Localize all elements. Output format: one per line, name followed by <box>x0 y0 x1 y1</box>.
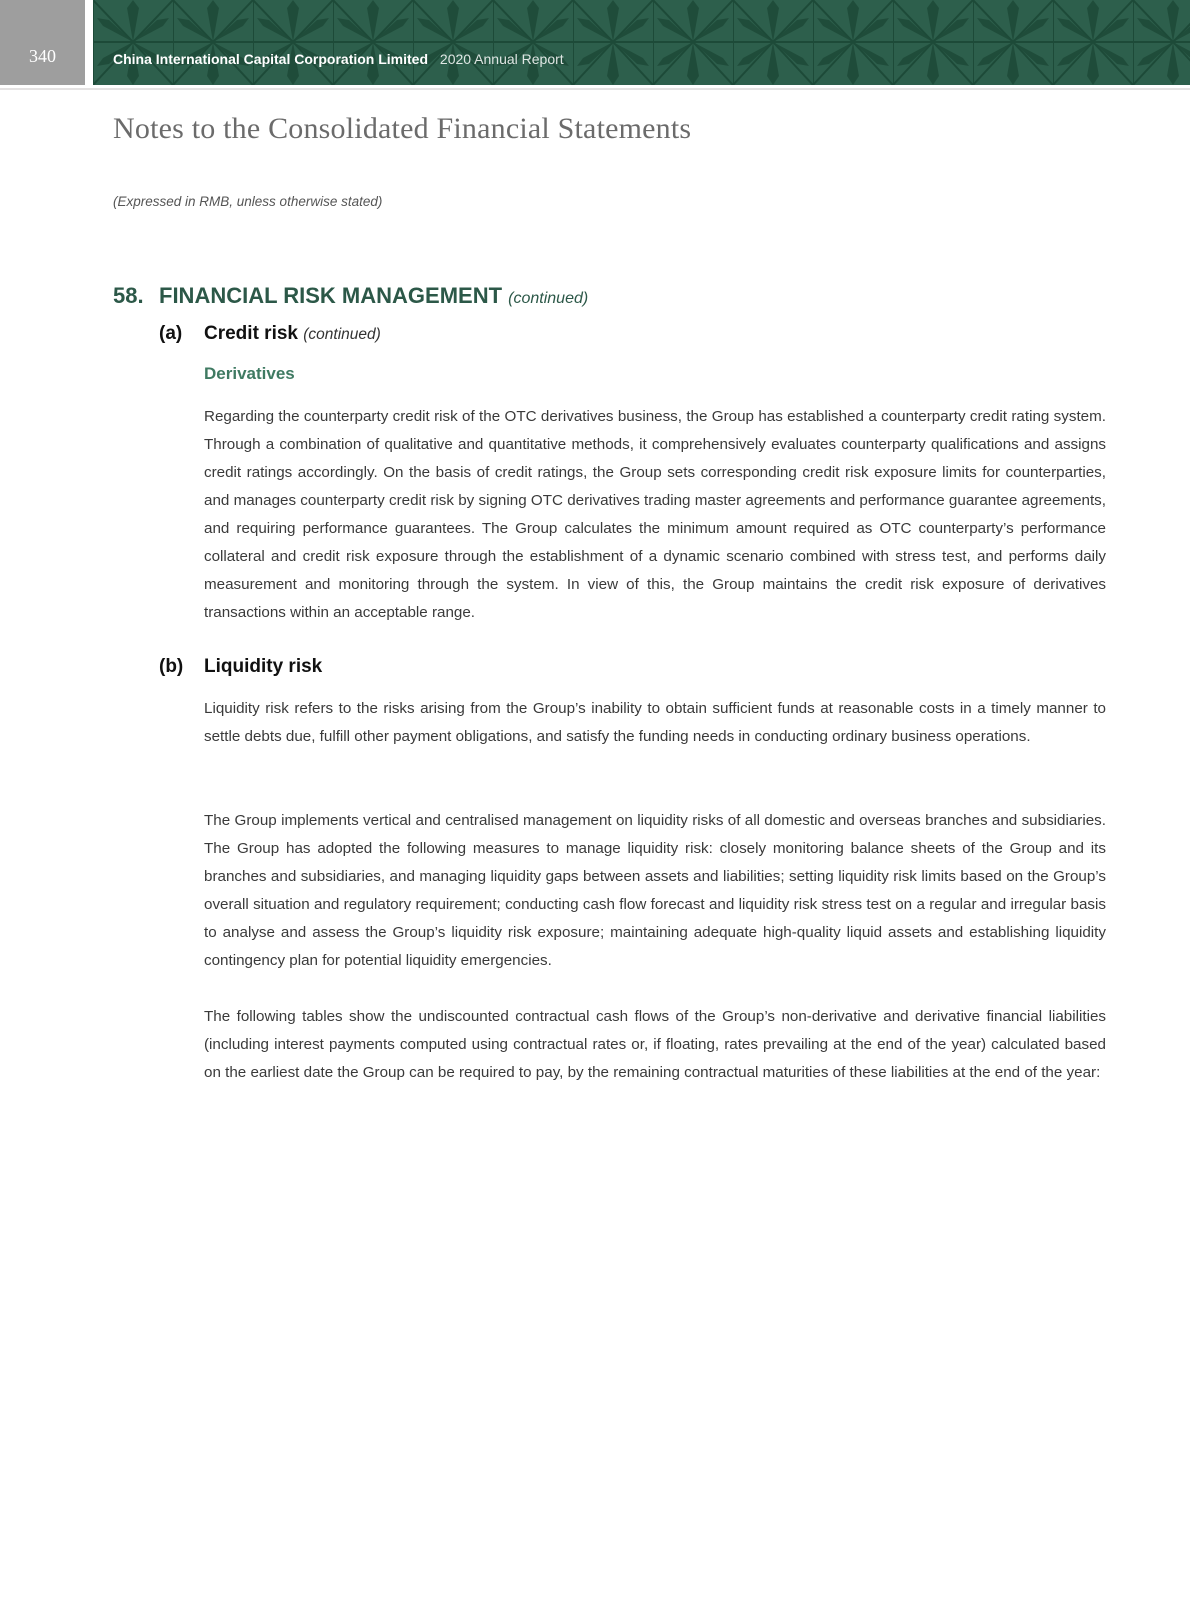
liquidity-paragraph-tables-intro: The following tables show the undiscounted contractual cash flows of the Group’s non-derivative and derivative financial liabilities (including interest payments computed using contractual rates or, if floating, rates prevailing at the end of the year) calculated based on the earliest date the Group can be required to pay, by the remaining contractual maturities of these liabilities at the end of the year: <box>204 1008 1106 1081</box>
credit-risk-letter: (a) <box>159 323 183 344</box>
liquidity-risk-heading <box>159 656 322 678</box>
liquidity-paragraph-definition: Liquidity risk refers to the risks arising from the Group’s inability to obtain sufficient funds at reasonable costs in a timely manner to settle debts due, fulfill other payment obligations, and satisfy the funding needs in conducting ordinary business operations. <box>204 700 1106 745</box>
section-continued: (continued) <box>508 290 589 307</box>
liquidity-risk-title: Liquidity risk <box>204 656 323 677</box>
derivatives-paragraph: Regarding the counterparty credit risk of the OTC derivatives business, the Group has established a counterparty credit rating system. Through a combination of qualitative and quantitative methods, it comprehensively evaluates counterparty qualifications and assigns credit ratings accordingly. On the basis of credit ratings, the Group sets corresponding credit risk exposure limits for counterparties, and manages counterparty credit risk by signing OTC derivatives trading master agreements and performance guarantee agreements, and requiring performance guarantees. The Group calculates the minimum amount required as OTC counterparty’s performance collateral and credit risk exposure through the establishment of a dynamic scenario combined with stress test, and performs daily measurement and monitoring through the system. In view of this, the Group maintains the credit risk exposure of derivatives transactions within an acceptable range. <box>204 408 1106 621</box>
credit-risk-heading <box>159 323 381 345</box>
credit-risk-title: Credit risk <box>204 323 298 344</box>
page-number: 340 <box>29 46 56 66</box>
derivatives-heading: Derivatives <box>204 364 295 383</box>
header-divider <box>0 88 1190 90</box>
section-heading <box>113 283 588 309</box>
report-name: 2020 Annual Report <box>439 51 564 67</box>
liquidity-paragraph-measures: The Group implements vertical and centralised management on liquidity risks of all domestic and overseas branches and subsidiaries. The Group has adopted the following measures to manage liquidity risk: closely monitoring balance sheets of the Group and its branches and subsidiaries, and managing liquidity gaps between assets and liabilities; setting liquidity risk limits based on the Group’s overall situation and regulatory requirement; conducting cash flow forecast and liquidity risk stress test on a regular and irregular basis to analyse and assess the Group’s liquidity risk exposure; maintaining adequate high-quality liquid assets and establishing liquidity contingency plan for potential liquidity emergencies. <box>204 812 1106 969</box>
section-number: 58. <box>113 283 144 308</box>
currency-note: (Expressed in RMB, unless otherwise stated) <box>113 194 383 209</box>
header-text <box>113 51 564 67</box>
section-title: FINANCIAL RISK MANAGEMENT <box>159 283 503 308</box>
geometric-pattern-icon <box>93 0 1190 85</box>
page-title: Notes to the Consolidated Financial Statements <box>113 112 692 145</box>
credit-risk-continued: (continued) <box>303 326 381 343</box>
company-name: China International Capital Corporation Limited <box>113 51 429 67</box>
header-banner <box>93 0 1190 85</box>
page-number-box <box>0 0 85 85</box>
liquidity-risk-letter: (b) <box>159 656 184 677</box>
